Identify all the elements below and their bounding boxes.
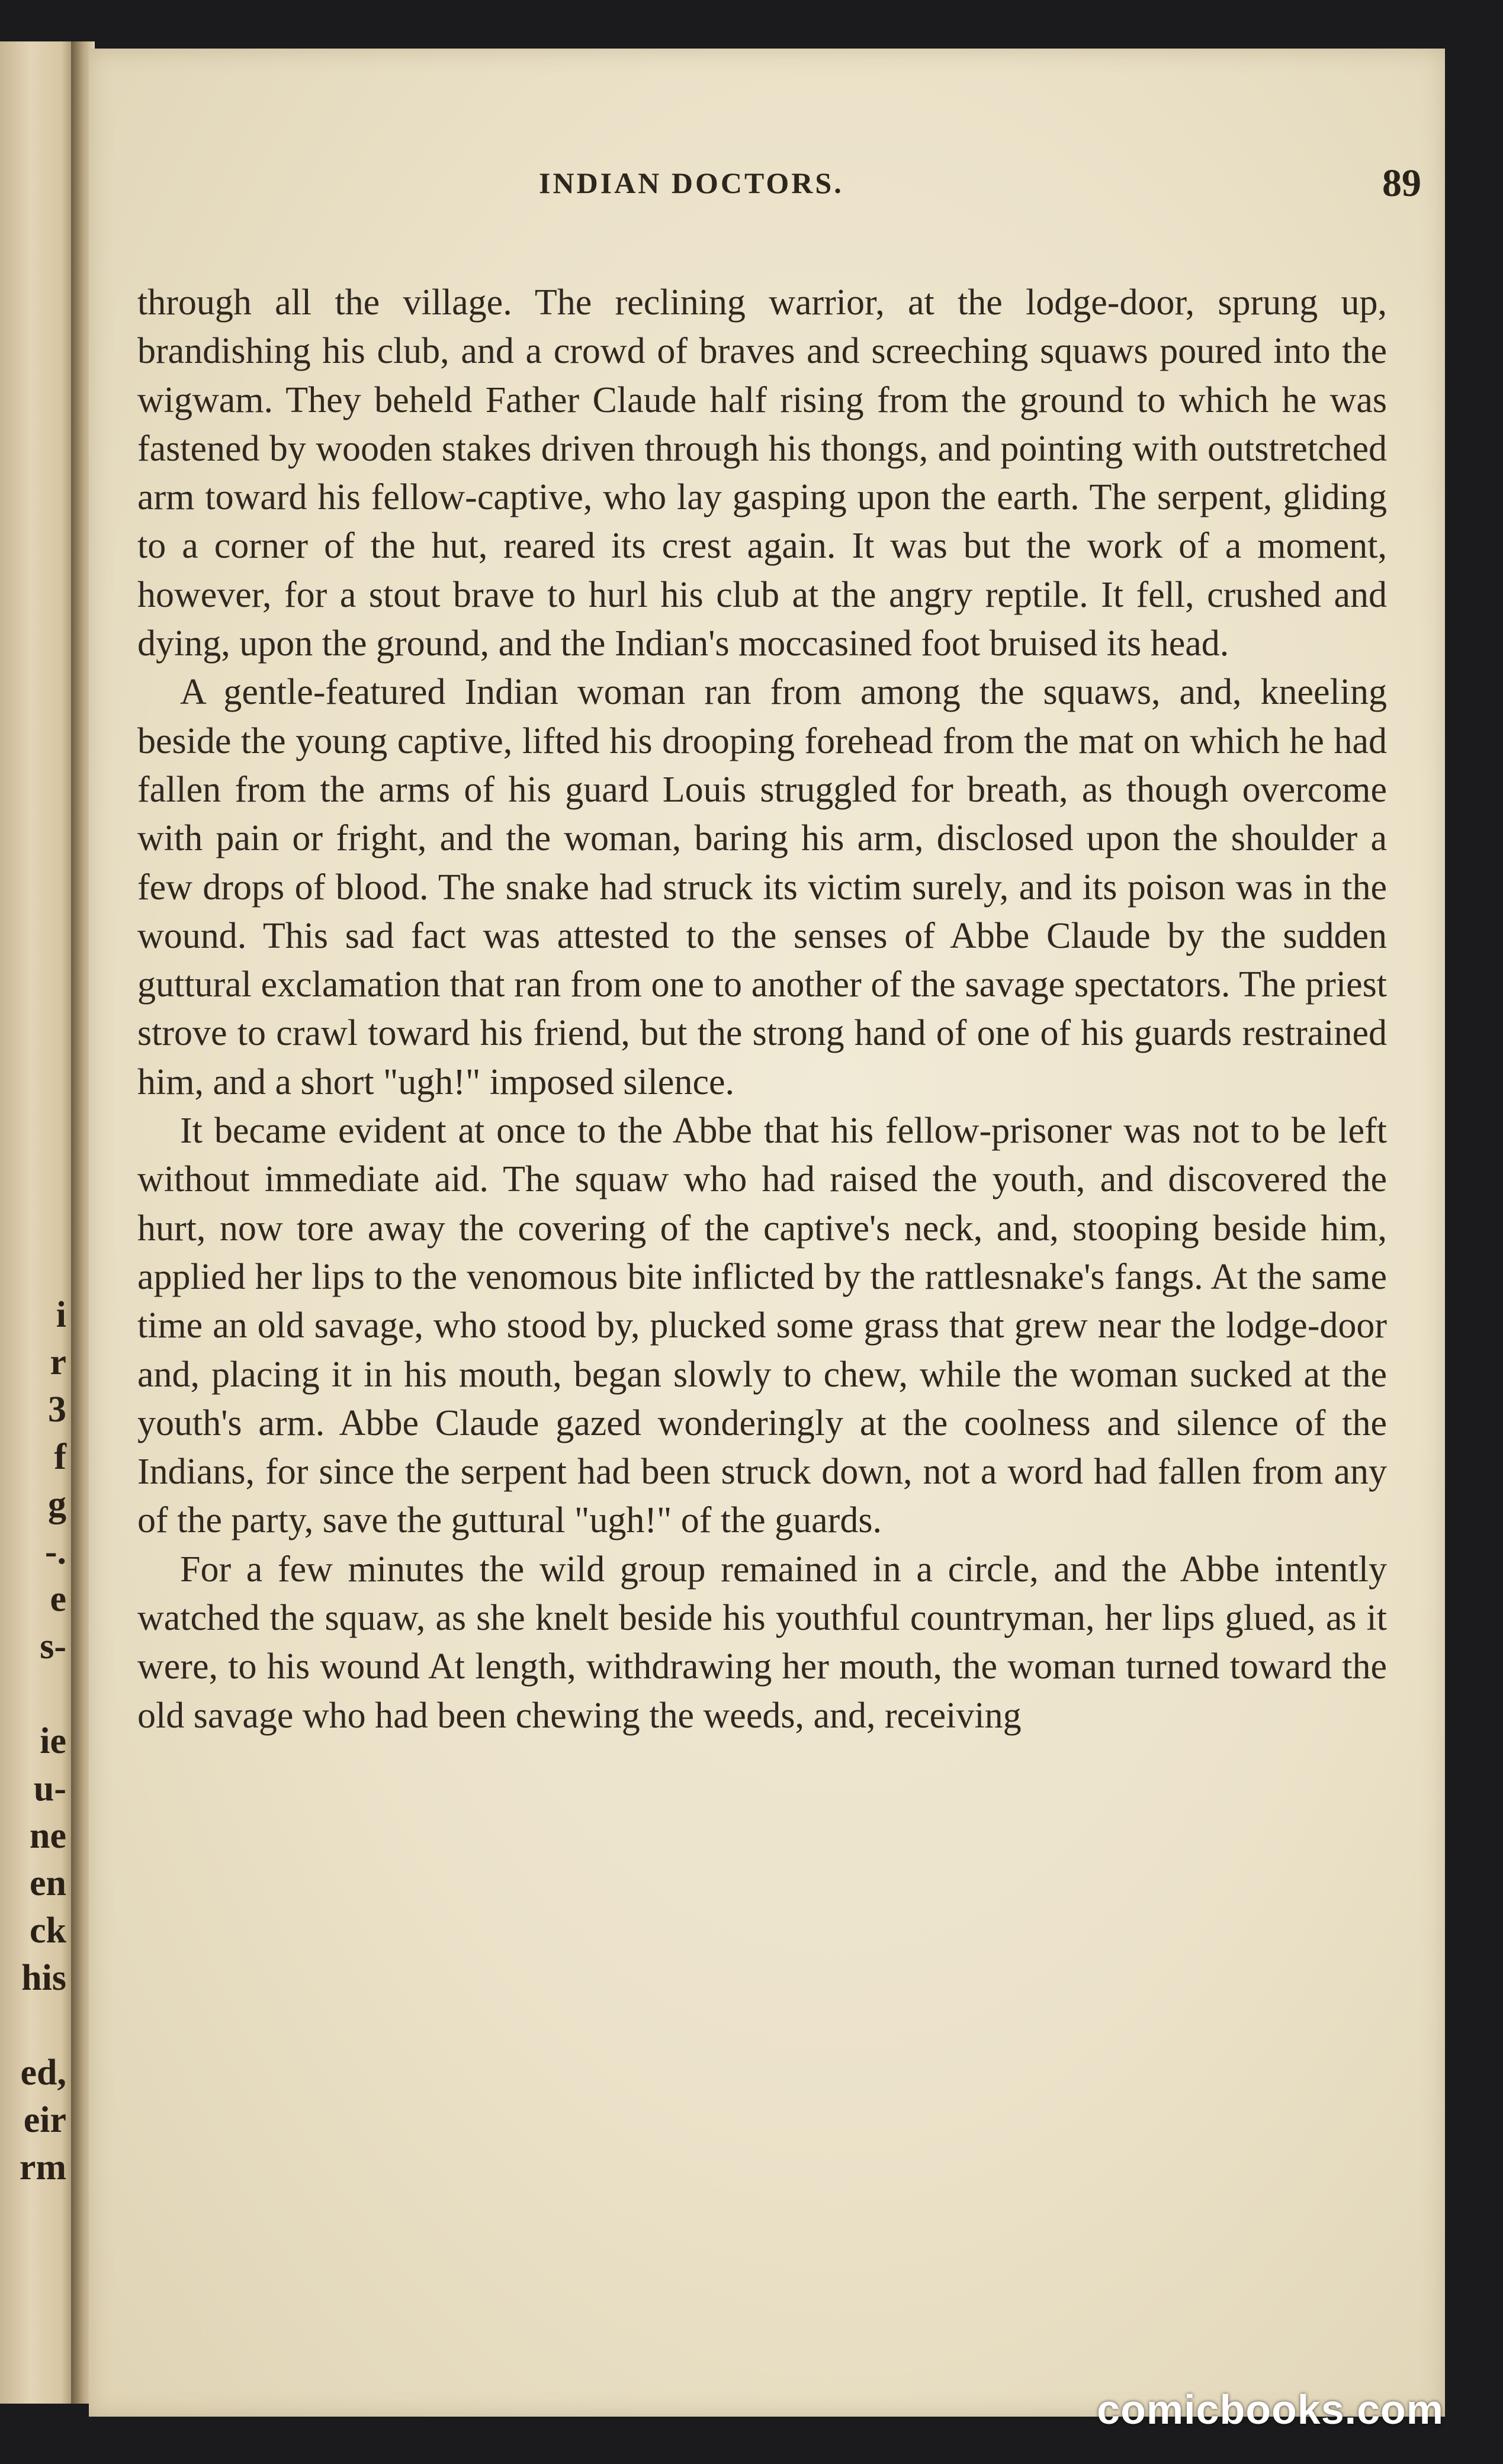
previous-page-fragment: en <box>30 1863 66 1903</box>
paragraph-2: A gentle-featured Indian woman ran from among the squaws, and, kneeling beside the young captive, lifted his drooping forehead from the mat on which he had fallen from the arms of his guard Louis struggled for breath, as though overcome with pain or fright, and the woman, baring his arm, disclosed upon the shoulder a few drops of blood. The snake had struck its victim surely, and its poison was in the wound. This sad fact was attested to the senses of Abbe Claude by the sudden guttural exclamation that ran from one to another of the savage spectators. The priest strove to crawl toward his friend, but the strong hand of one of his guards restrained him, and a short "ugh!" imposed silence. <box>137 672 1387 1102</box>
watermark: comicbooks.com <box>1097 2386 1444 2433</box>
previous-page-fragment: e <box>50 1579 66 1619</box>
body-text <box>137 278 1387 1740</box>
previous-page-edge <box>0 41 77 2404</box>
previous-page-fragment: s- <box>40 1626 66 1667</box>
paragraph-1: through all the village. The reclining warrior, at the lodge-door, sprung up, brandishing his club, and a crowd of braves and screeching squaws poured into the wigwam. They beheld Father Claude half rising from the ground to which he was fastened by wooden stakes driven through his thongs, and pointing with outstretched arm toward his fellow-captive, who lay gasping upon the earth. The serpent, gliding to a corner of the hut, reared its crest again. It was but the work of a moment, however, for a stout brave to hurl his club at the angry reptile. It fell, crushed and dying, upon the ground, and the Indian's moccasined foot bruised its head. <box>137 282 1387 664</box>
previous-page-fragment: rm <box>19 2147 66 2188</box>
book-page <box>89 49 1445 2417</box>
previous-page-fragment: his <box>21 1958 66 1998</box>
previous-page-fragment: u- <box>33 1768 66 1809</box>
running-head <box>89 162 1445 213</box>
previous-page-fragment: f <box>54 1437 66 1477</box>
previous-page-fragment: -. <box>44 1532 66 1572</box>
previous-page-fragment: ie <box>40 1721 66 1761</box>
previous-page-fragment: i <box>56 1295 66 1335</box>
page-number: 89 <box>1382 162 1421 205</box>
paragraph-3: It became evident at once to the Abbe that his fellow-prisoner was not to be left without immediate aid. The squaw who had raised the youth, and discovered the hurt, now tore away the covering of the captive's neck, and, stooping beside him, applied her lips to the venomous bite inflicted by the rattlesnake's fangs. At the same time an old savage, who stood by, plucked some grass that grew near the lodge-door and, placing it in his mouth, began slowly to chew, while the woman sucked at the youth's arm. Abbe Claude gazed wonderingly at the coolness and silence of the Indians, for since the serpent had been struck down, not a word had fallen from any of the party, save the guttural "ugh!" of the guards. <box>137 1111 1387 1541</box>
previous-page-fragment: g <box>48 1484 66 1524</box>
previous-page-fragment: ne <box>30 1816 66 1856</box>
paragraph-4: For a few minutes the wild group remained in a circle, and the Abbe intently watched the squaw, as she knelt beside his youthful countryman, her lips glued, as it were, to his wound At length, withdrawing her mouth, the woman turned toward the old savage who had been chewing the weeds, and, receiving <box>137 1549 1387 1736</box>
previous-page-fragment: ed, <box>20 2053 66 2093</box>
previous-page-fragment: eir <box>23 2100 66 2140</box>
running-title: INDIAN DOCTORS. <box>539 166 844 200</box>
previous-page-fragment: ck <box>30 1910 66 1951</box>
previous-page-fragment: 3 <box>48 1389 66 1430</box>
previous-page-fragment: r <box>50 1342 66 1382</box>
